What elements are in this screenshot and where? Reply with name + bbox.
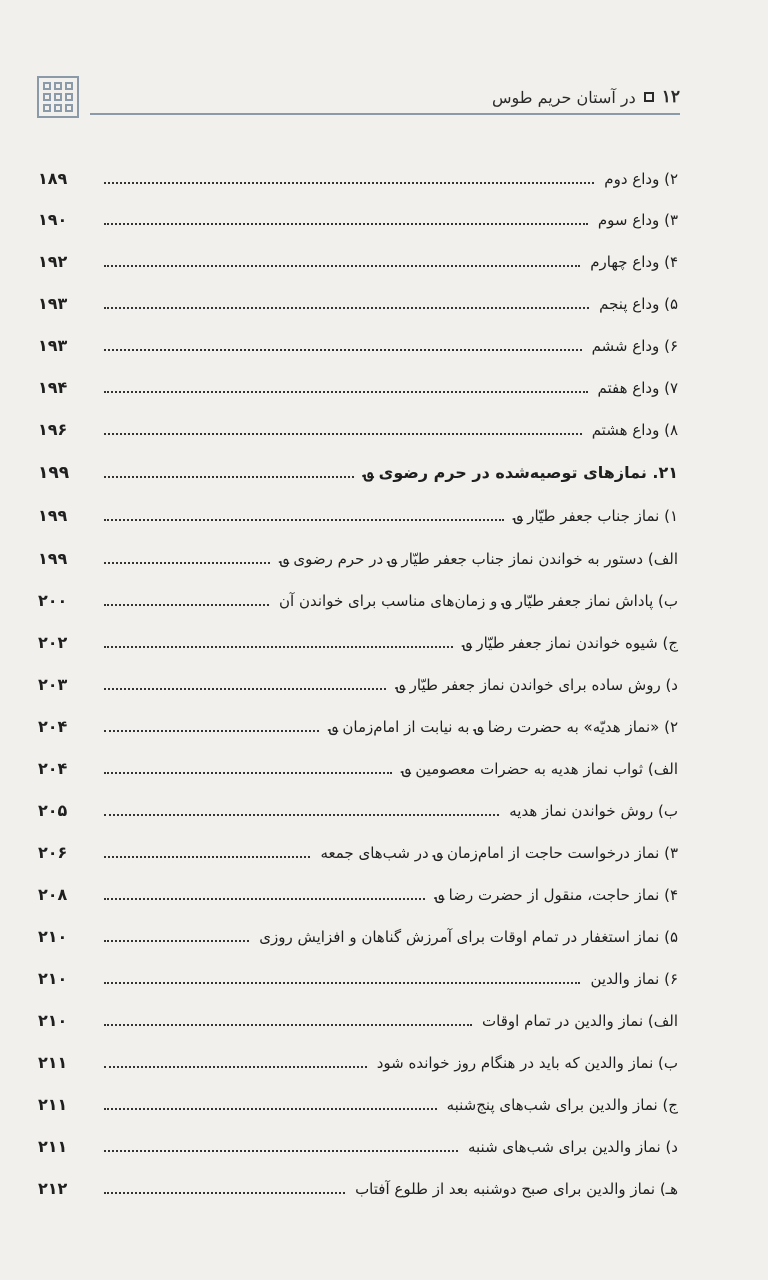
toc-entry-title: ۲) وداع دوم <box>604 170 678 188</box>
toc-entry-page: ۲۰۸ <box>38 885 68 904</box>
toc-dot-leader <box>104 307 589 309</box>
toc-entry-title: ۸) وداع هشتم <box>591 421 678 439</box>
toc-entry-title: ۶) نماز والدین <box>590 970 678 988</box>
toc-entry <box>38 1128 678 1158</box>
toc-entry-page: ۲۰۲ <box>38 633 68 652</box>
toc-entry-title: ب) نماز والدین که باید در هنگام روز خوانده شود <box>376 1054 678 1072</box>
toc-entry <box>38 285 678 315</box>
toc-entry-title: ۳) نماز درخواست حاجت از امام‌زمان ؈ در شب‌های جمعه <box>320 844 678 862</box>
toc-entry-title: ۴) نماز حاجت، منقول از حضرت رضا ؈ <box>435 886 678 904</box>
toc-entry-title: ب) روش خواندن نماز هدیه <box>509 802 678 820</box>
toc-entry-page: ۲۱۱ <box>38 1095 68 1114</box>
toc-dot-leader <box>104 433 582 435</box>
toc-entry <box>38 1086 678 1116</box>
toc-entry-title: ب) پاداش نماز جعفر طیّار ؈ و زمان‌های مناسب برای خواندن آن <box>279 592 678 610</box>
toc-dot-leader <box>104 1108 437 1110</box>
toc-entry-page: ۱۹۳ <box>38 294 68 313</box>
toc-dot-leader <box>104 223 588 225</box>
toc-entry-title: ۵) نماز استغفار در تمام اوقات برای آمرزش گناهان و افزایش روزی <box>259 928 678 946</box>
toc-entry <box>38 708 678 738</box>
toc-dot-leader <box>104 562 270 564</box>
toc-entry <box>38 201 678 231</box>
toc-entry-page: ۲۰۶ <box>38 843 68 862</box>
toc-entry <box>38 624 678 654</box>
toc-dot-leader <box>104 1150 458 1152</box>
toc-entry-page: ۱۹۴ <box>38 378 68 397</box>
toc-entry-title: ۲۱. نمازهای توصیه‌شده در حرم رضوی ؈ <box>363 463 678 482</box>
toc-dot-leader <box>104 519 504 521</box>
toc-entry-page: ۲۱۱ <box>38 1137 68 1156</box>
toc-dot-leader <box>104 940 249 942</box>
toc-entry-page: ۲۰۴ <box>38 759 68 778</box>
toc-dot-leader <box>104 349 582 351</box>
toc-entry-title: ۱) نماز جناب جعفر طیّار ؈ <box>513 507 678 525</box>
toc-entry-page: ۱۹۹ <box>38 463 70 483</box>
toc-entry <box>38 876 678 906</box>
toc-entry-page: ۱۹۹ <box>38 549 68 568</box>
toc-entry <box>38 918 678 948</box>
toc-dot-leader <box>104 391 588 393</box>
toc-entry <box>38 327 678 357</box>
toc-dot-leader <box>104 856 310 858</box>
toc-entry-title: ۵) وداع پنجم <box>599 295 678 313</box>
toc-entry-page: ۱۹۲ <box>38 252 68 271</box>
toc-entry <box>38 243 678 273</box>
toc-dot-leader <box>104 688 386 690</box>
toc-dot-leader <box>104 730 319 732</box>
toc-entry <box>38 750 678 780</box>
toc-entry-page: ۲۱۲ <box>38 1179 68 1198</box>
toc-dot-leader <box>104 646 453 648</box>
toc-entry-title: الف) دستور به خواندن نماز جناب جعفر طیّار ؈ در حرم رضوی ؈ <box>279 550 678 568</box>
toc-entry-title: الف) نماز والدین در تمام اوقات <box>482 1012 678 1030</box>
toc-entry-page: ۲۰۳ <box>38 675 68 694</box>
toc-entry <box>38 497 678 527</box>
toc-entry-title: ج) شیوه خواندن نماز جعفر طیّار ؈ <box>462 634 678 652</box>
toc-entry-title: ۳) وداع سوم <box>597 211 678 229</box>
toc-entry-page: ۱۹۰ <box>38 210 68 229</box>
toc-entry-page: ۲۱۰ <box>38 1011 68 1030</box>
page-number: ۱۲ <box>661 87 680 107</box>
toc-entry <box>38 792 678 822</box>
toc-dot-leader <box>104 265 580 267</box>
toc-entry-title: ۲) «نماز هدیّه» به حضرت رضا ؈ به نیابت از امام‌زمان ؈ <box>328 718 678 736</box>
toc-entry-title: د) نماز والدین برای شب‌های شنبه <box>467 1138 678 1156</box>
toc-dot-leader <box>104 898 425 900</box>
toc-entry-page: ۲۰۰ <box>38 591 68 610</box>
toc-entry <box>38 369 678 399</box>
toc-dot-leader <box>104 1066 367 1068</box>
toc-dot-leader <box>104 814 499 816</box>
toc-entry-title: د) روش ساده برای خواندن نماز جعفر طیّار ؈ <box>396 676 678 694</box>
toc-entry-title: ۶) وداع ششم <box>591 337 678 355</box>
toc-entry <box>38 960 678 990</box>
toc-entry <box>38 1044 678 1074</box>
toc-dot-leader <box>104 604 269 606</box>
toc-dot-leader <box>104 1192 345 1194</box>
toc-dot-leader <box>104 476 354 478</box>
toc-dot-leader <box>104 182 594 184</box>
toc-entry <box>38 1002 678 1032</box>
toc-dot-leader <box>104 982 580 984</box>
toc-section-heading <box>38 454 678 484</box>
toc-entry-title: هـ) نماز والدین برای صبح دوشنبه بعد از طلوع آفتاب <box>355 1180 678 1198</box>
toc-entry <box>38 540 678 570</box>
toc-entry-page: ۲۱۰ <box>38 927 68 946</box>
toc-dot-leader <box>104 772 392 774</box>
toc-entry <box>38 582 678 612</box>
toc-entry-page: ۱۹۳ <box>38 336 68 355</box>
toc-entry-title: ج) نماز والدین برای شب‌های پنج‌شنبه <box>446 1096 678 1114</box>
toc-entry-title: الف) ثواب نماز هدیه به حضرات معصومین ؈ <box>401 760 678 778</box>
book-title: در آستان حریم طوس <box>491 87 636 107</box>
toc-entry <box>38 160 678 190</box>
toc-entry-page: ۱۹۹ <box>38 506 68 525</box>
toc-entry-page: ۲۰۴ <box>38 717 68 736</box>
toc-entry-title: ۴) وداع چهارم <box>590 253 678 271</box>
toc-entry <box>38 411 678 441</box>
toc-entry <box>38 1170 678 1200</box>
toc-entry-page: ۱۹۶ <box>38 420 68 439</box>
toc-entry-title: ۷) وداع هفتم <box>597 379 678 397</box>
toc-entry-page: ۲۰۵ <box>38 801 68 820</box>
toc-entry-page: ۱۸۹ <box>38 169 68 188</box>
toc-entry-page: ۲۱۱ <box>38 1053 68 1072</box>
toc-dot-leader <box>104 1024 472 1026</box>
toc-entry <box>38 834 678 864</box>
toc-entry <box>38 666 678 696</box>
toc-entry-page: ۲۱۰ <box>38 969 68 988</box>
